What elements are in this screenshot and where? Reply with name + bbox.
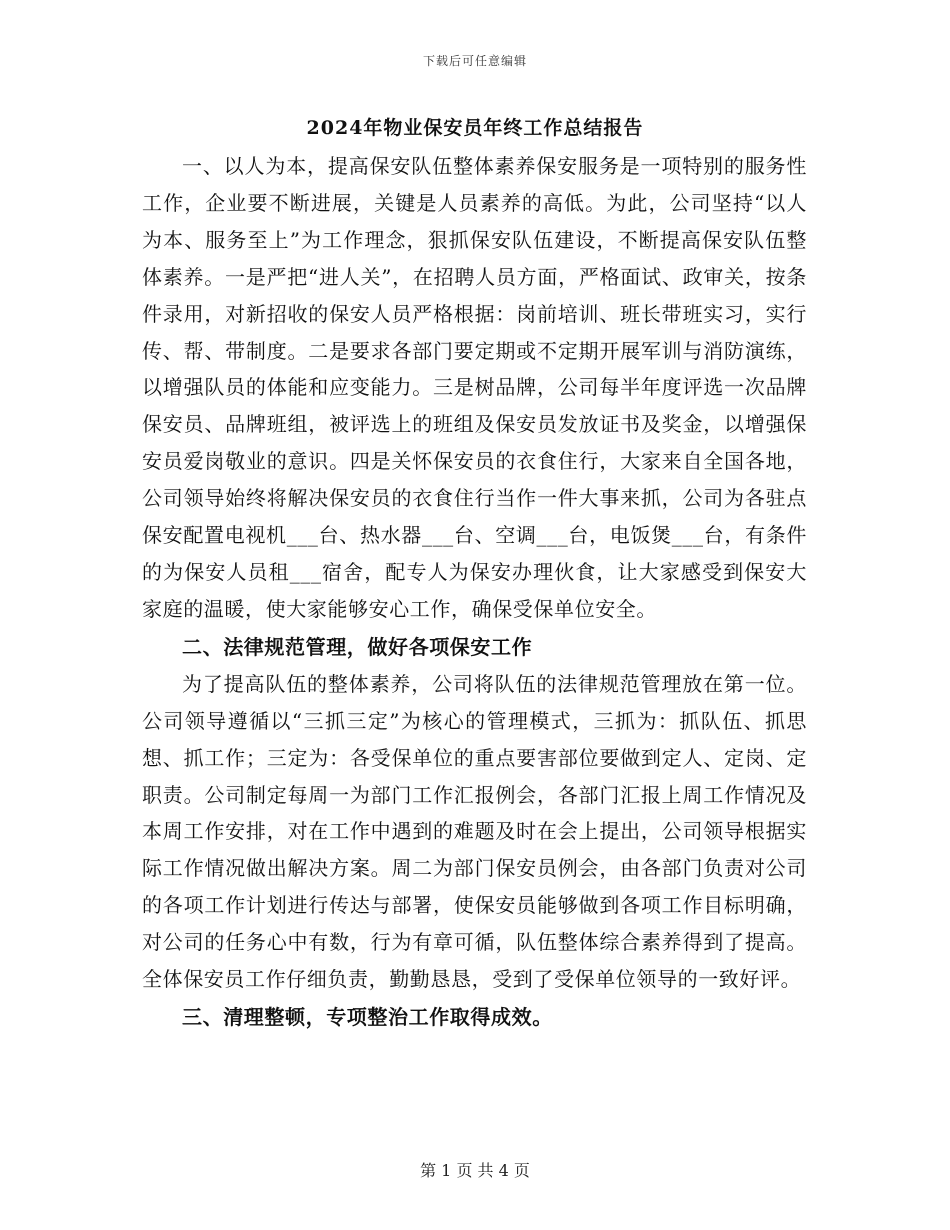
page-number: 第 1 页 共 4 页 bbox=[420, 1161, 530, 1180]
download-edit-note: 下载后可任意编辑 bbox=[422, 54, 527, 68]
document-title: 2024年物业保安员年终工作总结报告 bbox=[306, 117, 644, 139]
heading-section-two: 二、法律规范管理，做好各项保安工作 bbox=[182, 634, 533, 659]
document-body bbox=[142, 148, 807, 1036]
paragraph-section-two: 为了提高队伍的整体素养，公司将队伍的法律规范管理放在第一位。公司领导遵循以“三抓三定”为核心的管理模式，三抓为：抓队伍、抓思想、抓工作；三定为：各受保单位的重点要害部位要做到定人、定岗、定职责。公司制定每周一为部门工作汇报例会，各部门汇报上周工作情况及本周工作安排，对在工作中遇到的难题及时在会上提出，公司领导根据实际工作情况做出解决方案。周二为部门保安员例会，由各部门负责对公司的各项工作计划进行传达与部署，使保安员能够做到各项工作目标明确，对公司的任务心中有数，行为有章可循，队伍整体综合素养得到了提高。全体保安员工作仔细负责，勤勤恳恳，受到了受保单位领导的一致好评。 bbox=[142, 671, 807, 992]
paragraph-section-one: 一、以人为本，提高保安队伍整体素养保安服务是一项特别的服务性工作，企业要不断进展，关键是人员素养的高低。为此，公司坚持“以人为本、服务至上”为工作理念，狠抓保安队伍建设，不断提高保安队伍整体素养。一是严把“进人关”，在招聘人员方面，严格面试、政审关，按条件录用，对新招收的保安人员严格根据：岗前培训、班长带班实习，实行传、帮、带制度。二是要求各部门要定期或不定期开展军训与消防演练，以增强队员的体能和应变能力。三是树品牌，公司每半年度评选一次品牌保安员、品牌班组，被评选上的班组及保安员发放证书及奖金，以增强保安员爱岗敬业的意识。四是关怀保安员的衣食住行，大家来自全国各地，公司领导始终将解决保安员的衣食住行当作一件大事来抓，公司为各驻点保安配置电视机___台、热水器___台、空调___台，电饭煲___台，有条件的为保安人员租___宿舍，配专人为保安办理伙食，让大家感受到保安大家庭的温暖，使大家能够安心工作，确保受保单位安全。 bbox=[142, 154, 807, 621]
heading-section-three: 三、清理整顿，专项整治工作取得成效。 bbox=[182, 1004, 553, 1029]
